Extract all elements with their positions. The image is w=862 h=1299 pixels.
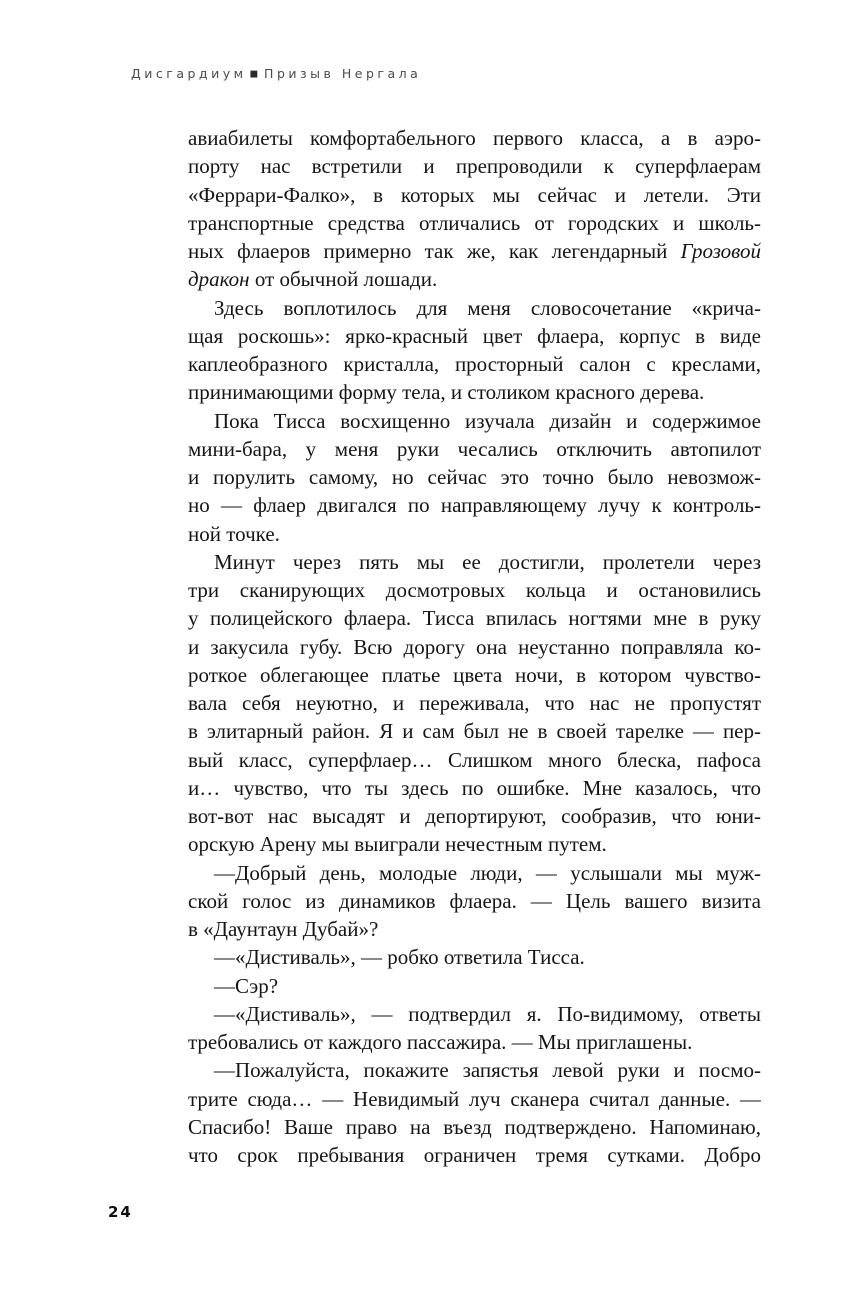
text-segment: но — флаер двигался по направляющему лучу к контроль- bbox=[188, 493, 761, 518]
text-line bbox=[188, 378, 761, 406]
text-line bbox=[188, 1000, 761, 1028]
text-segment: что срок пребывания ограничен тремя сутками. Добро bbox=[188, 1143, 761, 1167]
text-segment: мини-бара, у меня руки чесались отключить автопилот bbox=[188, 436, 761, 461]
text-line bbox=[188, 887, 761, 915]
text-segment: ской голос из динамиков флаера. — Цель вашего визита bbox=[188, 888, 761, 913]
text-segment: —Добрый день, молодые люди, — услышали мы муж- bbox=[214, 860, 761, 885]
text-segment: каплеобразного кристалла, просторный салон с креслами, bbox=[188, 352, 761, 376]
text-line bbox=[188, 407, 761, 435]
text-segment: вала себя неуютно, и переживала, что нас не пропустят bbox=[188, 691, 761, 715]
text-line bbox=[188, 237, 761, 265]
text-segment: —«Дистиваль», — робко ответила Тисса. bbox=[214, 945, 585, 970]
text-segment: вый класс, суперфлаер… Слишком много блеска, пафоса bbox=[188, 747, 761, 772]
text-segment: —Сэр? bbox=[214, 973, 279, 998]
text-line bbox=[188, 943, 761, 971]
text-line bbox=[188, 181, 761, 209]
text-line bbox=[188, 689, 761, 717]
text-line bbox=[188, 548, 761, 576]
text-segment: —«Дистиваль», — подтвердил я. По-видимому, ответы bbox=[214, 1001, 761, 1026]
text-line bbox=[188, 717, 761, 745]
italic-text-segment: дракон bbox=[188, 267, 250, 292]
text-line bbox=[188, 124, 761, 152]
text-line bbox=[188, 294, 761, 322]
text-segment: трите сюда… — Невидимый луч сканера считал данные. — bbox=[188, 1086, 761, 1111]
text-line bbox=[188, 661, 761, 689]
text-line bbox=[188, 972, 761, 1000]
text-line bbox=[188, 209, 761, 237]
page-number: 24 bbox=[108, 1203, 133, 1221]
text-line bbox=[188, 1113, 761, 1141]
text-segment: требовались от каждого пассажира. — Мы приглашены. bbox=[188, 1030, 693, 1054]
text-line bbox=[188, 830, 761, 858]
italic-text-segment: Грозовой bbox=[680, 239, 761, 263]
text-line bbox=[188, 774, 761, 802]
text-segment: от обычной лошади. bbox=[249, 267, 438, 292]
text-line bbox=[188, 576, 761, 604]
body-text bbox=[188, 124, 761, 1169]
text-segment: авиабилеты комфортабельного первого класса, а в аэро- bbox=[188, 126, 761, 150]
text-segment: Минут через пять мы ее достигли, пролетели через bbox=[214, 549, 761, 574]
text-segment: Пока Тисса восхищенно изучала дизайн и содержимое bbox=[214, 408, 761, 433]
text-segment: роткое облегающее платье цвета ночи, в котором чувство- bbox=[188, 662, 761, 687]
text-line bbox=[188, 1028, 761, 1056]
text-segment: вот-вот нас высадят и депортируют, сообразив, что юни- bbox=[188, 804, 761, 828]
text-segment: ной точке. bbox=[188, 521, 280, 546]
text-line bbox=[188, 633, 761, 661]
text-segment: транспортные средства отличались от городских и школь- bbox=[188, 210, 761, 235]
text-segment: ных флаеров примерно так же, как легендарный bbox=[188, 239, 681, 263]
text-line bbox=[188, 802, 761, 830]
text-segment: орскую Арену мы выиграли нечестным путем. bbox=[188, 832, 607, 857]
text-segment: —Пожалуйста, покажите запястья левой руки и посмо- bbox=[214, 1058, 761, 1083]
text-line bbox=[188, 491, 761, 519]
text-line bbox=[188, 152, 761, 180]
text-segment: в «Даунтаун Дубай»? bbox=[188, 917, 379, 941]
separator-square-icon: ■ bbox=[249, 69, 259, 79]
text-line bbox=[188, 350, 761, 378]
text-segment: у полицейского флаера. Тисса впилась ногтями мне в руку bbox=[188, 606, 761, 631]
text-line bbox=[188, 265, 761, 293]
text-segment: щая роскошь»: ярко-красный цвет флаера, корпус в виде bbox=[188, 323, 761, 348]
text-segment: порту нас встретили и препроводили к суперфлаерам bbox=[188, 154, 761, 179]
text-segment: Спасибо! Ваше право на въезд подтверждено. Напоминаю, bbox=[188, 1114, 761, 1139]
text-segment: и порулить самому, но сейчас это точно было невозмож- bbox=[188, 465, 761, 489]
text-segment: и… чувство, что ты здесь по ошибке. Мне казалось, что bbox=[188, 775, 761, 800]
text-segment: «Феррари-Фалко», в которых мы сейчас и летели. Эти bbox=[188, 182, 761, 207]
text-line bbox=[188, 1141, 761, 1169]
text-line bbox=[188, 520, 761, 548]
text-line bbox=[188, 746, 761, 774]
text-segment: в элитарный район. Я и сам был не в своей тарелке — пер- bbox=[188, 719, 761, 744]
text-line bbox=[188, 463, 761, 491]
text-segment: принимающими форму тела, и столиком красного дерева. bbox=[188, 380, 705, 405]
text-line bbox=[188, 1085, 761, 1113]
text-segment: три сканирующих досмотровых кольца и остановились bbox=[188, 578, 761, 602]
running-header bbox=[131, 66, 421, 81]
text-line bbox=[188, 435, 761, 463]
text-line bbox=[188, 915, 761, 943]
text-segment: Здесь воплотилось для меня словосочетание «крича- bbox=[214, 295, 761, 320]
text-segment: и закусила губу. Всю дорогу она неустанно поправляла ко- bbox=[188, 634, 761, 659]
book-title: Призыв Нергала bbox=[264, 66, 422, 81]
text-line bbox=[188, 1056, 761, 1084]
text-line bbox=[188, 859, 761, 887]
text-line bbox=[188, 604, 761, 632]
series-title: Дисгардиум bbox=[131, 66, 247, 81]
text-line bbox=[188, 322, 761, 350]
